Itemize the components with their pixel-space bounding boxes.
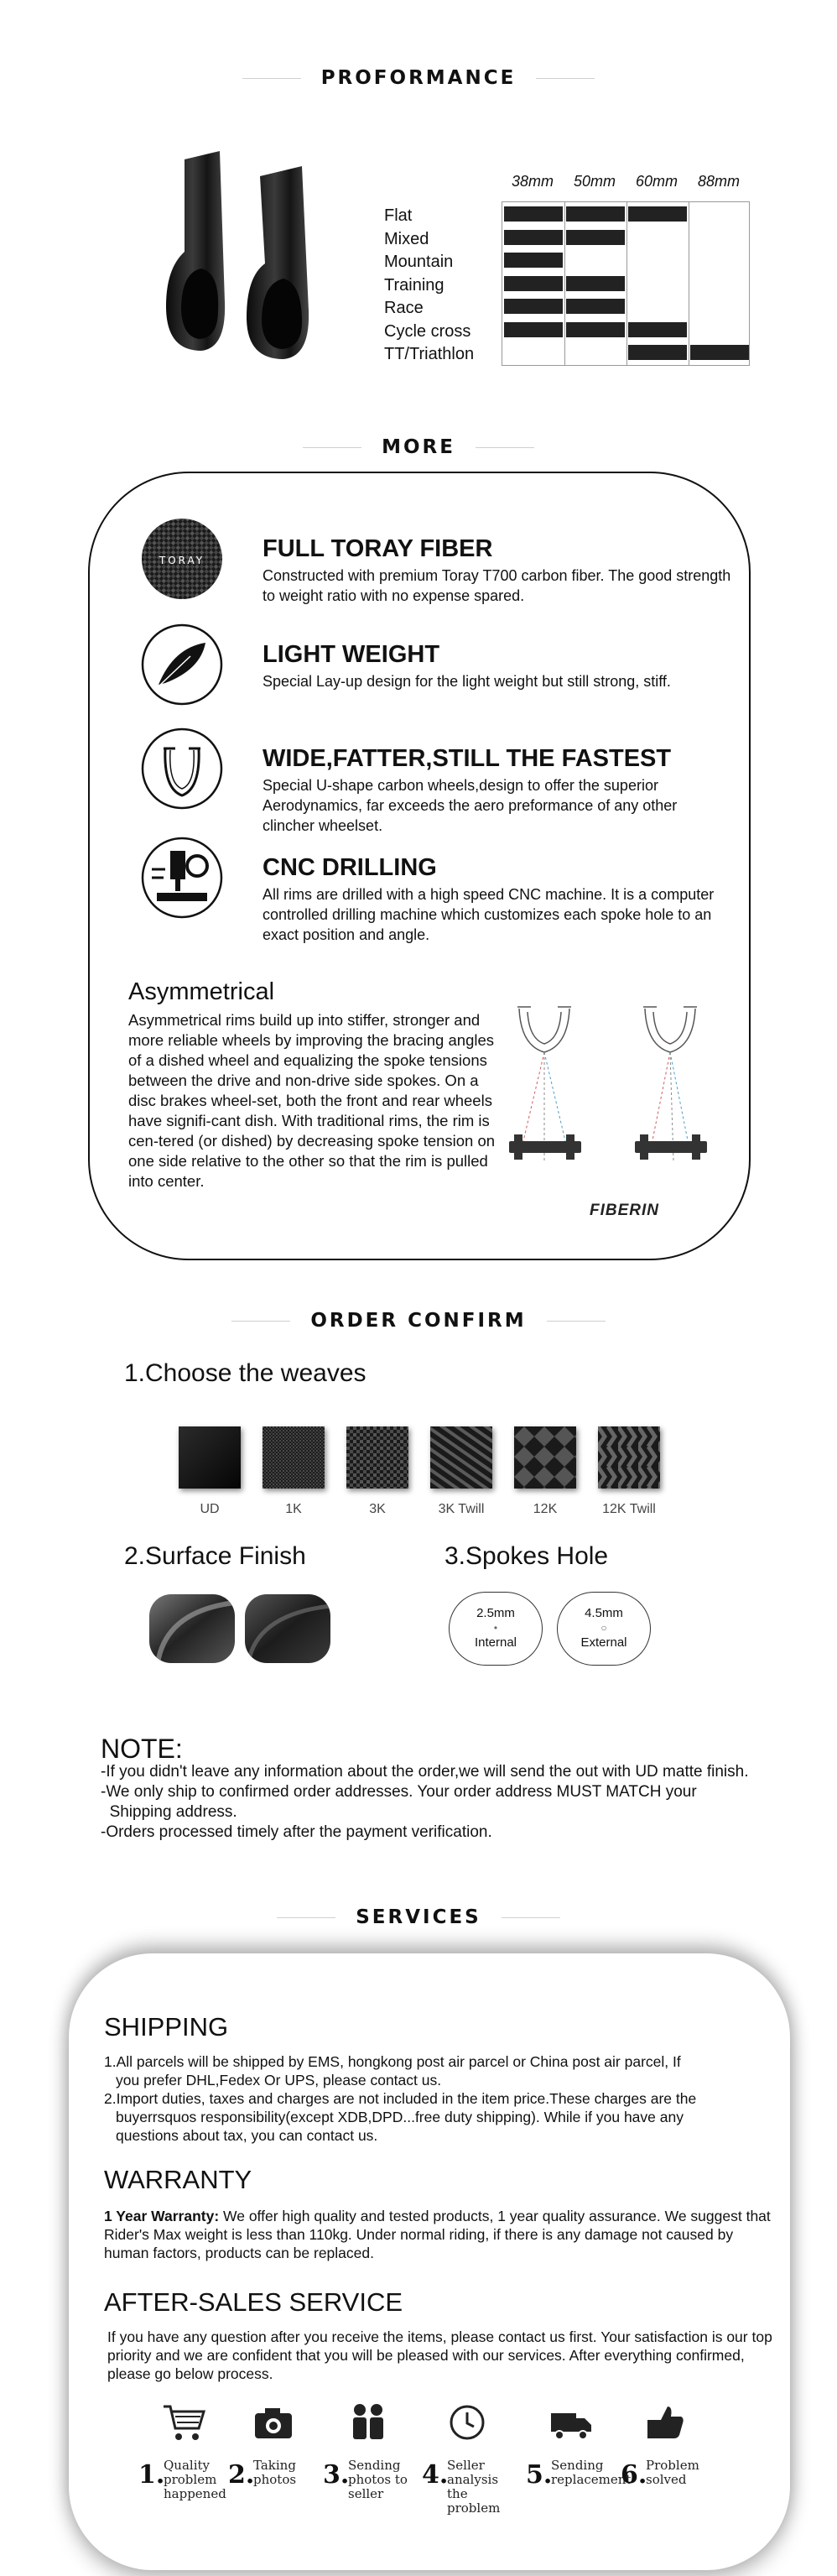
- surface-finish-glossy[interactable]: [149, 1594, 235, 1663]
- column-header: 88mm: [697, 173, 740, 190]
- people-icon: [345, 2401, 392, 2443]
- weave-label: 3K: [369, 1502, 386, 1516]
- weaves-title: 1.Choose the weaves: [124, 1359, 367, 1387]
- note-list: [101, 1762, 822, 1843]
- performance-heading: PROFORMANCE: [0, 65, 837, 91]
- asymmetrical-description: Asymmetrical rims build up into stiffer, stronger and more reliable wheels by improving the bracing angles of a dished wheel and equalizing the spoke tensions between the drive and non-drive side spokes. On a disc brakes wheel-set, both the front and rear wheels have signifi-cant dish. With traditional rims, the rim is cen-tered (or dished) by decreasing spoke tension on one side relative to the other so that the rim is pulled into center.: [128, 1011, 496, 1190]
- performance-bar: [504, 230, 563, 245]
- performance-bar: [504, 276, 563, 291]
- process-step-4: 4. Seller analysis the problem: [422, 2401, 522, 2502]
- surface-finish-title: 2.Surface Finish: [124, 1542, 306, 1570]
- shipping-text: 1.All parcels will be shipped by EMS, hongkong post air parcel or China post air parcel, If you prefer DHL,Fedex Or UPS, please contact us. 2.Import duties, taxes and charges are not included in the item price.These charges are the buyerrsquos responsibility(except XDB,DPD...free duty shipping). While if you have any questions about tax, you can contact us.: [104, 2053, 697, 2144]
- performance-bar: [628, 206, 687, 222]
- carbon-fiber-icon: [140, 517, 224, 601]
- camera-icon: [250, 2401, 297, 2443]
- weave-swatch-ud[interactable]: [179, 1426, 241, 1489]
- process-step-1: 1. Quality problem happened: [138, 2401, 239, 2502]
- warranty-title: WARRANTY: [104, 2165, 252, 2194]
- weave-label: 12K Twill: [602, 1502, 656, 1516]
- process-step-6: 6. Problem solved: [621, 2401, 721, 2502]
- feature-description: Special U-shape carbon wheels,design to offer the superior Aerodynamics, far exceeds the aero preformance of any other clincher wheelset.: [263, 777, 678, 834]
- u-shape-rim-icon: [140, 727, 224, 811]
- weave-label: 12K: [533, 1502, 558, 1516]
- row-label: Flat: [384, 206, 413, 225]
- cnc-machine-icon: [140, 836, 224, 920]
- delivery-truck-icon: [548, 2401, 595, 2443]
- performance-bar: [504, 253, 563, 268]
- after-sales-text: If you have any question after you receive the items, please contact us first. Your satisfaction is our top priority and we are confident that you will be pleased with our services. After everything confirmed, please go below process.: [107, 2328, 772, 2382]
- services-heading: SERVICES: [0, 1905, 837, 1930]
- row-label: Mixed: [384, 229, 429, 248]
- spokes-hole-title: 3.Spokes Hole: [444, 1542, 609, 1570]
- performance-bar: [566, 206, 625, 222]
- feature-title: LIGHT WEIGHT: [263, 641, 440, 668]
- weave-swatch-3k-twill[interactable]: [430, 1426, 492, 1489]
- weave-swatch-1k[interactable]: [263, 1426, 325, 1489]
- feature-title: WIDE,FATTER,STILL THE FASTEST: [263, 745, 672, 772]
- spoke-hole-external[interactable]: 4.5mm ○ External: [557, 1592, 651, 1666]
- performance-bar: [628, 345, 687, 360]
- spoke-hole-mark: •: [493, 1622, 498, 1634]
- svg-text:TORAY: TORAY: [159, 555, 205, 566]
- column-header: 60mm: [635, 173, 678, 190]
- shopping-cart-icon: [160, 2401, 207, 2443]
- performance-bar: [566, 299, 625, 314]
- shipping-title: SHIPPING: [104, 2012, 229, 2042]
- feature-title: CNC DRILLING: [263, 854, 437, 881]
- clock-icon: [444, 2401, 491, 2443]
- weave-label: 3K Twill: [438, 1502, 485, 1516]
- feature-description: Constructed with premium Toray T700 carbon fiber. The good strength to weight ratio with no expense spared.: [263, 567, 731, 604]
- feature-title: FULL TORAY FIBER: [263, 535, 493, 562]
- process-step-2: 2. Taking photos: [228, 2401, 329, 2502]
- performance-bar: [504, 299, 563, 314]
- thumbs-up-icon: [642, 2401, 689, 2443]
- features-panel: [88, 472, 751, 1260]
- spoke-hole-mark: ○: [600, 1622, 607, 1634]
- note-line: -Orders processed timely after the payment verification.: [101, 1823, 492, 1841]
- performance-bar: [504, 206, 563, 222]
- weave-swatch-12k[interactable]: [514, 1426, 576, 1489]
- performance-bar: [566, 276, 625, 291]
- fiberin-logo: FIBERIN: [590, 1202, 659, 1219]
- weave-swatch-12k-twill[interactable]: [598, 1426, 660, 1489]
- column-header: 50mm: [573, 173, 616, 190]
- note-line: Shipping address.: [101, 1803, 237, 1821]
- order-confirm-heading: ORDER CONFIRM: [0, 1308, 837, 1333]
- performance-column-headers: [502, 173, 750, 190]
- note-line: -If you didn't leave any information about the order,we will send the out with UD matte finish.: [101, 1763, 749, 1781]
- asymmetrical-title: Asymmetrical: [128, 978, 275, 1005]
- performance-bar: [566, 230, 625, 245]
- performance-bar: [504, 322, 563, 337]
- row-label: Training: [384, 275, 444, 295]
- feature-description: Special Lay-up design for the light weight but still strong, stiff.: [263, 673, 671, 690]
- performance-bar: [690, 345, 749, 360]
- spoke-hole-internal[interactable]: 2.5mm • Internal: [449, 1592, 543, 1666]
- feature-description: All rims are drilled with a high speed CNC machine. It is a computer controlled drilling machine which customizes each spoke hole to an exact position and angle.: [263, 886, 715, 943]
- column-header: 38mm: [511, 173, 554, 190]
- after-sales-title: AFTER-SALES SERVICE: [104, 2287, 403, 2317]
- row-label: Cycle cross: [384, 321, 471, 341]
- performance-bar: [628, 322, 687, 337]
- warranty-text: 1 Year Warranty: We offer high quality and tested products, 1 year quality assurance. We suggest that Rider's Max weight is less than 110kg. Under normal riding, if there is any damage not caused by human factors, products can be replaced.: [104, 2208, 771, 2261]
- rim-cross-section-image: [159, 151, 344, 361]
- weave-label: UD: [200, 1502, 220, 1516]
- surface-finish-matte[interactable]: [245, 1594, 330, 1663]
- performance-grid: [502, 201, 750, 366]
- row-label: Mountain: [384, 253, 454, 271]
- more-heading: MORE: [0, 435, 837, 460]
- process-step-3: 3. Sending photos to seller: [323, 2401, 424, 2502]
- asymmetrical-rim-diagram: [502, 993, 741, 1195]
- note-title: NOTE:: [101, 1734, 183, 1764]
- performance-bar: [566, 322, 625, 337]
- performance-row-labels: [384, 205, 474, 367]
- row-label: Race: [384, 299, 424, 317]
- note-line: -We only ship to confirmed order addresses. Your order address MUST MATCH your: [101, 1783, 697, 1801]
- row-label: TT/Triathlon: [384, 345, 475, 363]
- feather-icon: [140, 623, 224, 707]
- weave-label: 1K: [285, 1502, 302, 1516]
- weave-swatch-3k[interactable]: [346, 1426, 408, 1489]
- process-step-5: 5. Sending replacement: [526, 2401, 626, 2502]
